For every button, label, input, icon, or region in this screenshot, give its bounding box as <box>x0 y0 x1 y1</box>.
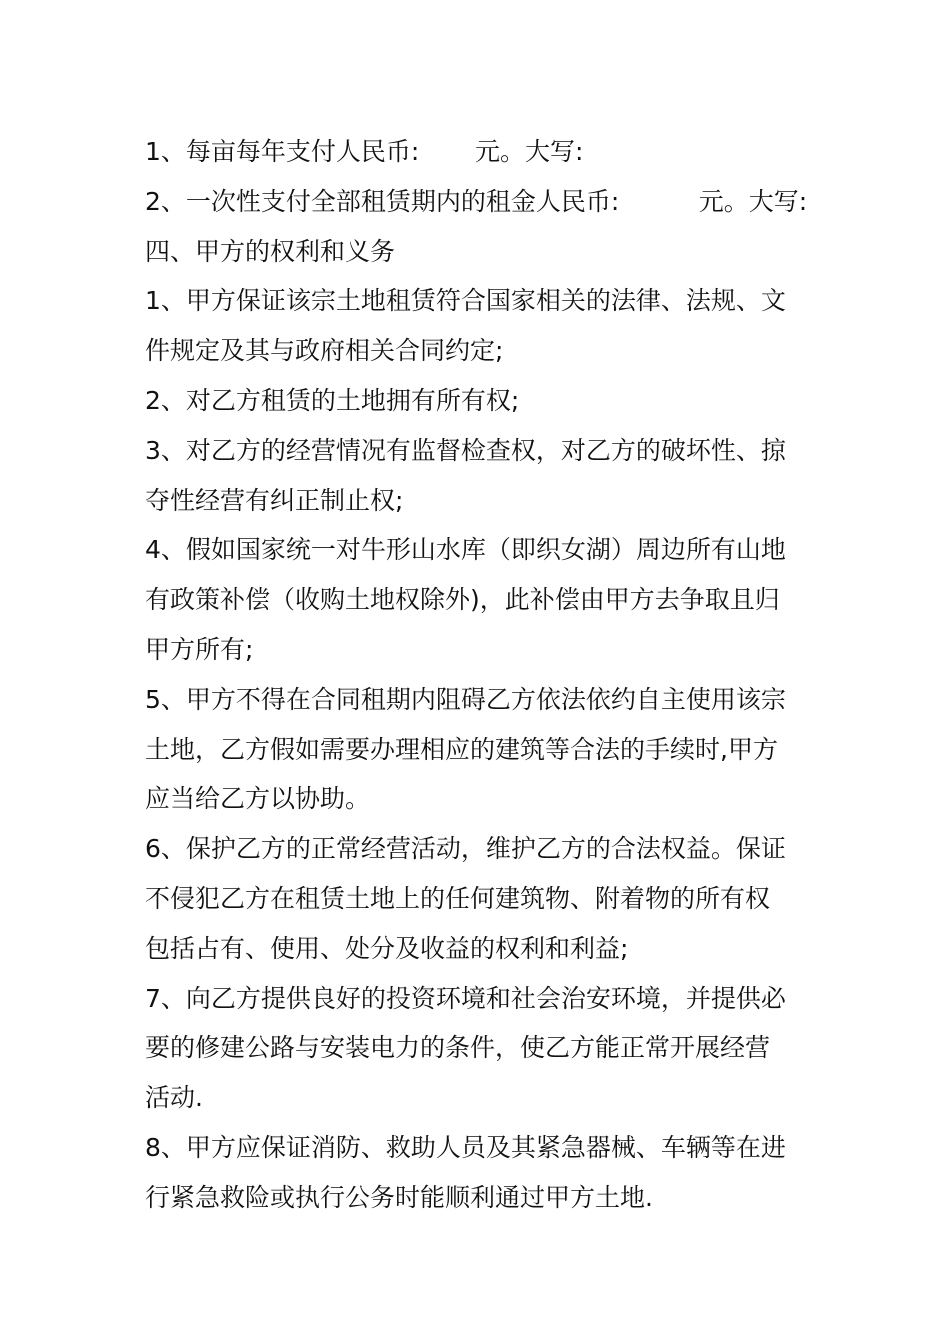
clause-8-line-1: 8、甲方应保证消防、救助人员及其紧急器械、车辆等在进 <box>145 1132 786 1162</box>
clause-7-line-3: 活动. <box>145 1083 203 1113</box>
lump-sum-payment-line: 2、一次性支付全部租赁期内的租金人民币: 元。大写: <box>145 186 808 216</box>
clause-7-line-2: 要的修建公路与安装电力的条件，使乙方能正常开展经营 <box>145 1033 771 1063</box>
section-heading-party-a-rights: 四、甲方的权利和义务 <box>145 236 396 266</box>
clause-5-line-2: 土地，乙方假如需要办理相应的建筑等合法的手续时,甲方 <box>145 734 778 764</box>
clause-8-line-2: 行紧急救险或执行公务时能顺利通过甲方土地. <box>145 1182 653 1212</box>
clause-4-line-1: 4、假如国家统一对牛形山水库（即织女湖）周边所有山地 <box>145 535 786 565</box>
clause-4-line-3: 甲方所有; <box>145 634 254 664</box>
clause-7-line-1: 7、向乙方提供良好的投资环境和社会治安环境，并提供必 <box>145 983 786 1013</box>
contract-text <box>145 127 825 1223</box>
clause-3-line-2: 夺性经营有纠正制止权; <box>145 485 404 515</box>
clause-5-line-1: 5、甲方不得在合同租期内阻碍乙方依法依约自主使用该宗 <box>145 684 786 714</box>
clause-6-line-2: 不侵犯乙方在租赁土地上的任何建筑物、附着物的所有权 <box>145 883 771 913</box>
clause-1-line-1: 1、甲方保证该宗土地租赁符合国家相关的法律、法规、文 <box>145 286 786 316</box>
clause-6-line-1: 6、保护乙方的正常经营活动，维护乙方的合法权益。保证 <box>145 834 786 864</box>
clause-1-line-2: 件规定及其与政府相关合同约定; <box>145 336 504 366</box>
clause-5-line-3: 应当给乙方以协助。 <box>145 784 371 814</box>
clause-2-line-1: 2、对乙方租赁的土地拥有所有权; <box>145 385 520 415</box>
clause-3-line-1: 3、对乙方的经营情况有监督检查权，对乙方的破坏性、掠 <box>145 435 786 465</box>
clause-6-line-3: 包括占有、使用、处分及收益的权利和利益; <box>145 933 629 963</box>
clause-4-line-2: 有政策补偿（收购土地权除外)，此补偿由甲方去争取且归 <box>145 585 780 615</box>
payment-per-mu-line: 1、每亩每年支付人民币: 元。大写: <box>145 137 584 166</box>
